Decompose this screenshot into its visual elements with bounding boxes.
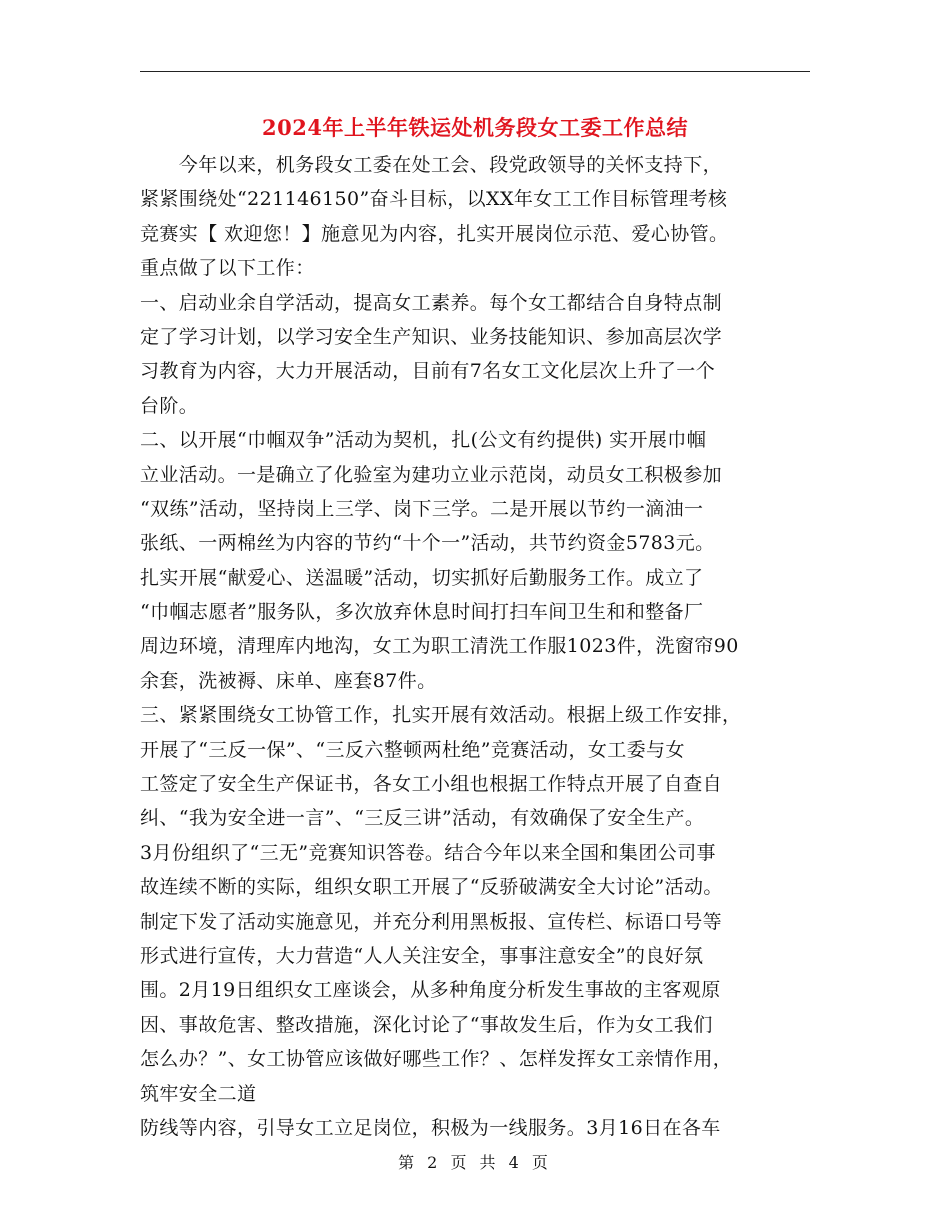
text-line: 竞赛实【 欢迎您！】施意见为内容，扎实开展岗位示范、爱心协管。: [140, 222, 729, 245]
header-rule: [140, 71, 810, 72]
text-line: 故连续不断的实际，组织女职工开展了“反骄破满安全大讨论”活动。: [140, 876, 723, 899]
text-line: 立业活动。一是确立了化验室为建功立业示范岗，动员女工积极参加: [140, 463, 723, 486]
text-line: 重点做了以下工作：: [140, 257, 315, 280]
text-line: 怎么办？”、女工协管应该做好哪些工作？、怎样发挥女工亲情作用，: [140, 1048, 733, 1071]
text-line: 3月份组织了“三无”竞赛知识答卷。结合今年以来全国和集团公司事: [140, 841, 716, 864]
text-line: 台阶。: [140, 394, 199, 417]
text-line: 余套，洗被褥、床单、座套87件。: [140, 669, 437, 692]
document-title: 2024年上半年铁运处机务段女工委工作总结: [262, 115, 688, 140]
text-line: 制定下发了活动实施意见，并充分利用黑板报、宣传栏、标语口号等: [140, 910, 723, 933]
text-line: 定了学习计划，以学习安全生产知识、业务技能知识、参加高层次学: [140, 325, 723, 348]
text-line: 开展了“三反一保”、“三反六整顿两杜绝”竞赛活动，女工委与女: [140, 738, 685, 761]
text-line: 防线等内容，引导女工立足岗位，积极为一线服务。3月16日在各车: [140, 1116, 721, 1139]
text-line: 一、启动业余自学活动，提高女工素养。每个女工都结合自身特点制: [140, 291, 723, 314]
text-line: 二、以开展“巾帼双争”活动为契机，扎(公文有约提供) 实开展巾帼: [140, 429, 707, 452]
text-line: 紧紧围绕处“221146150”奋斗目标，以XX年女工工作目标管理考核: [140, 188, 728, 211]
text-line: 纠、“我为安全进一言”、“三反三讲”活动，有效确保了安全生产。: [140, 807, 705, 830]
body-text: [140, 148, 812, 1145]
text-line: 围。2月19日组织女工座谈会，从多种角度分析发生事故的主客观原: [140, 979, 721, 1002]
text-line: 工签定了安全生产保证书，各女工小组也根据工作特点开展了自查自: [140, 773, 723, 796]
text-line: 筑牢安全二道: [140, 1082, 257, 1105]
text-line: 张纸、一两棉丝为内容的节约“十个一”活动，共节约资金5783元。: [140, 532, 715, 555]
text-line: 今年以来，机务段女工委在处工会、段党政领导的关怀支持下，: [140, 154, 723, 176]
text-line: “巾帼志愿者”服务队，多次放弃休息时间打扫车间卫生和和整备厂: [140, 601, 704, 624]
page-footer: 第 2 页 共 4 页: [398, 1153, 552, 1172]
text-line: 周边环境，清理库内地沟，女工为职工清洗工作服1023件，洗窗帘90: [140, 635, 739, 658]
text-line: 形式进行宣传，大力营造“人人关注安全，事事注意安全”的良好氛: [140, 944, 704, 967]
text-line: 习教育为内容，大力开展活动，目前有7名女工文化层次上升了一个: [140, 360, 716, 383]
text-line: 三、紧紧围绕女工协管工作，扎实开展有效活动。根据上级工作安排，: [140, 704, 742, 727]
text-line: “双练”活动，坚持岗上三学、岗下三学。二是开展以节约一滴油一: [140, 497, 704, 520]
text-line: 扎实开展“献爱心、送温暖”活动，切实抓好后勤服务工作。成立了: [140, 566, 704, 589]
text-line: 因、事故危害、整改措施，深化讨论了“事故发生后，作为女工我们: [140, 1013, 713, 1036]
